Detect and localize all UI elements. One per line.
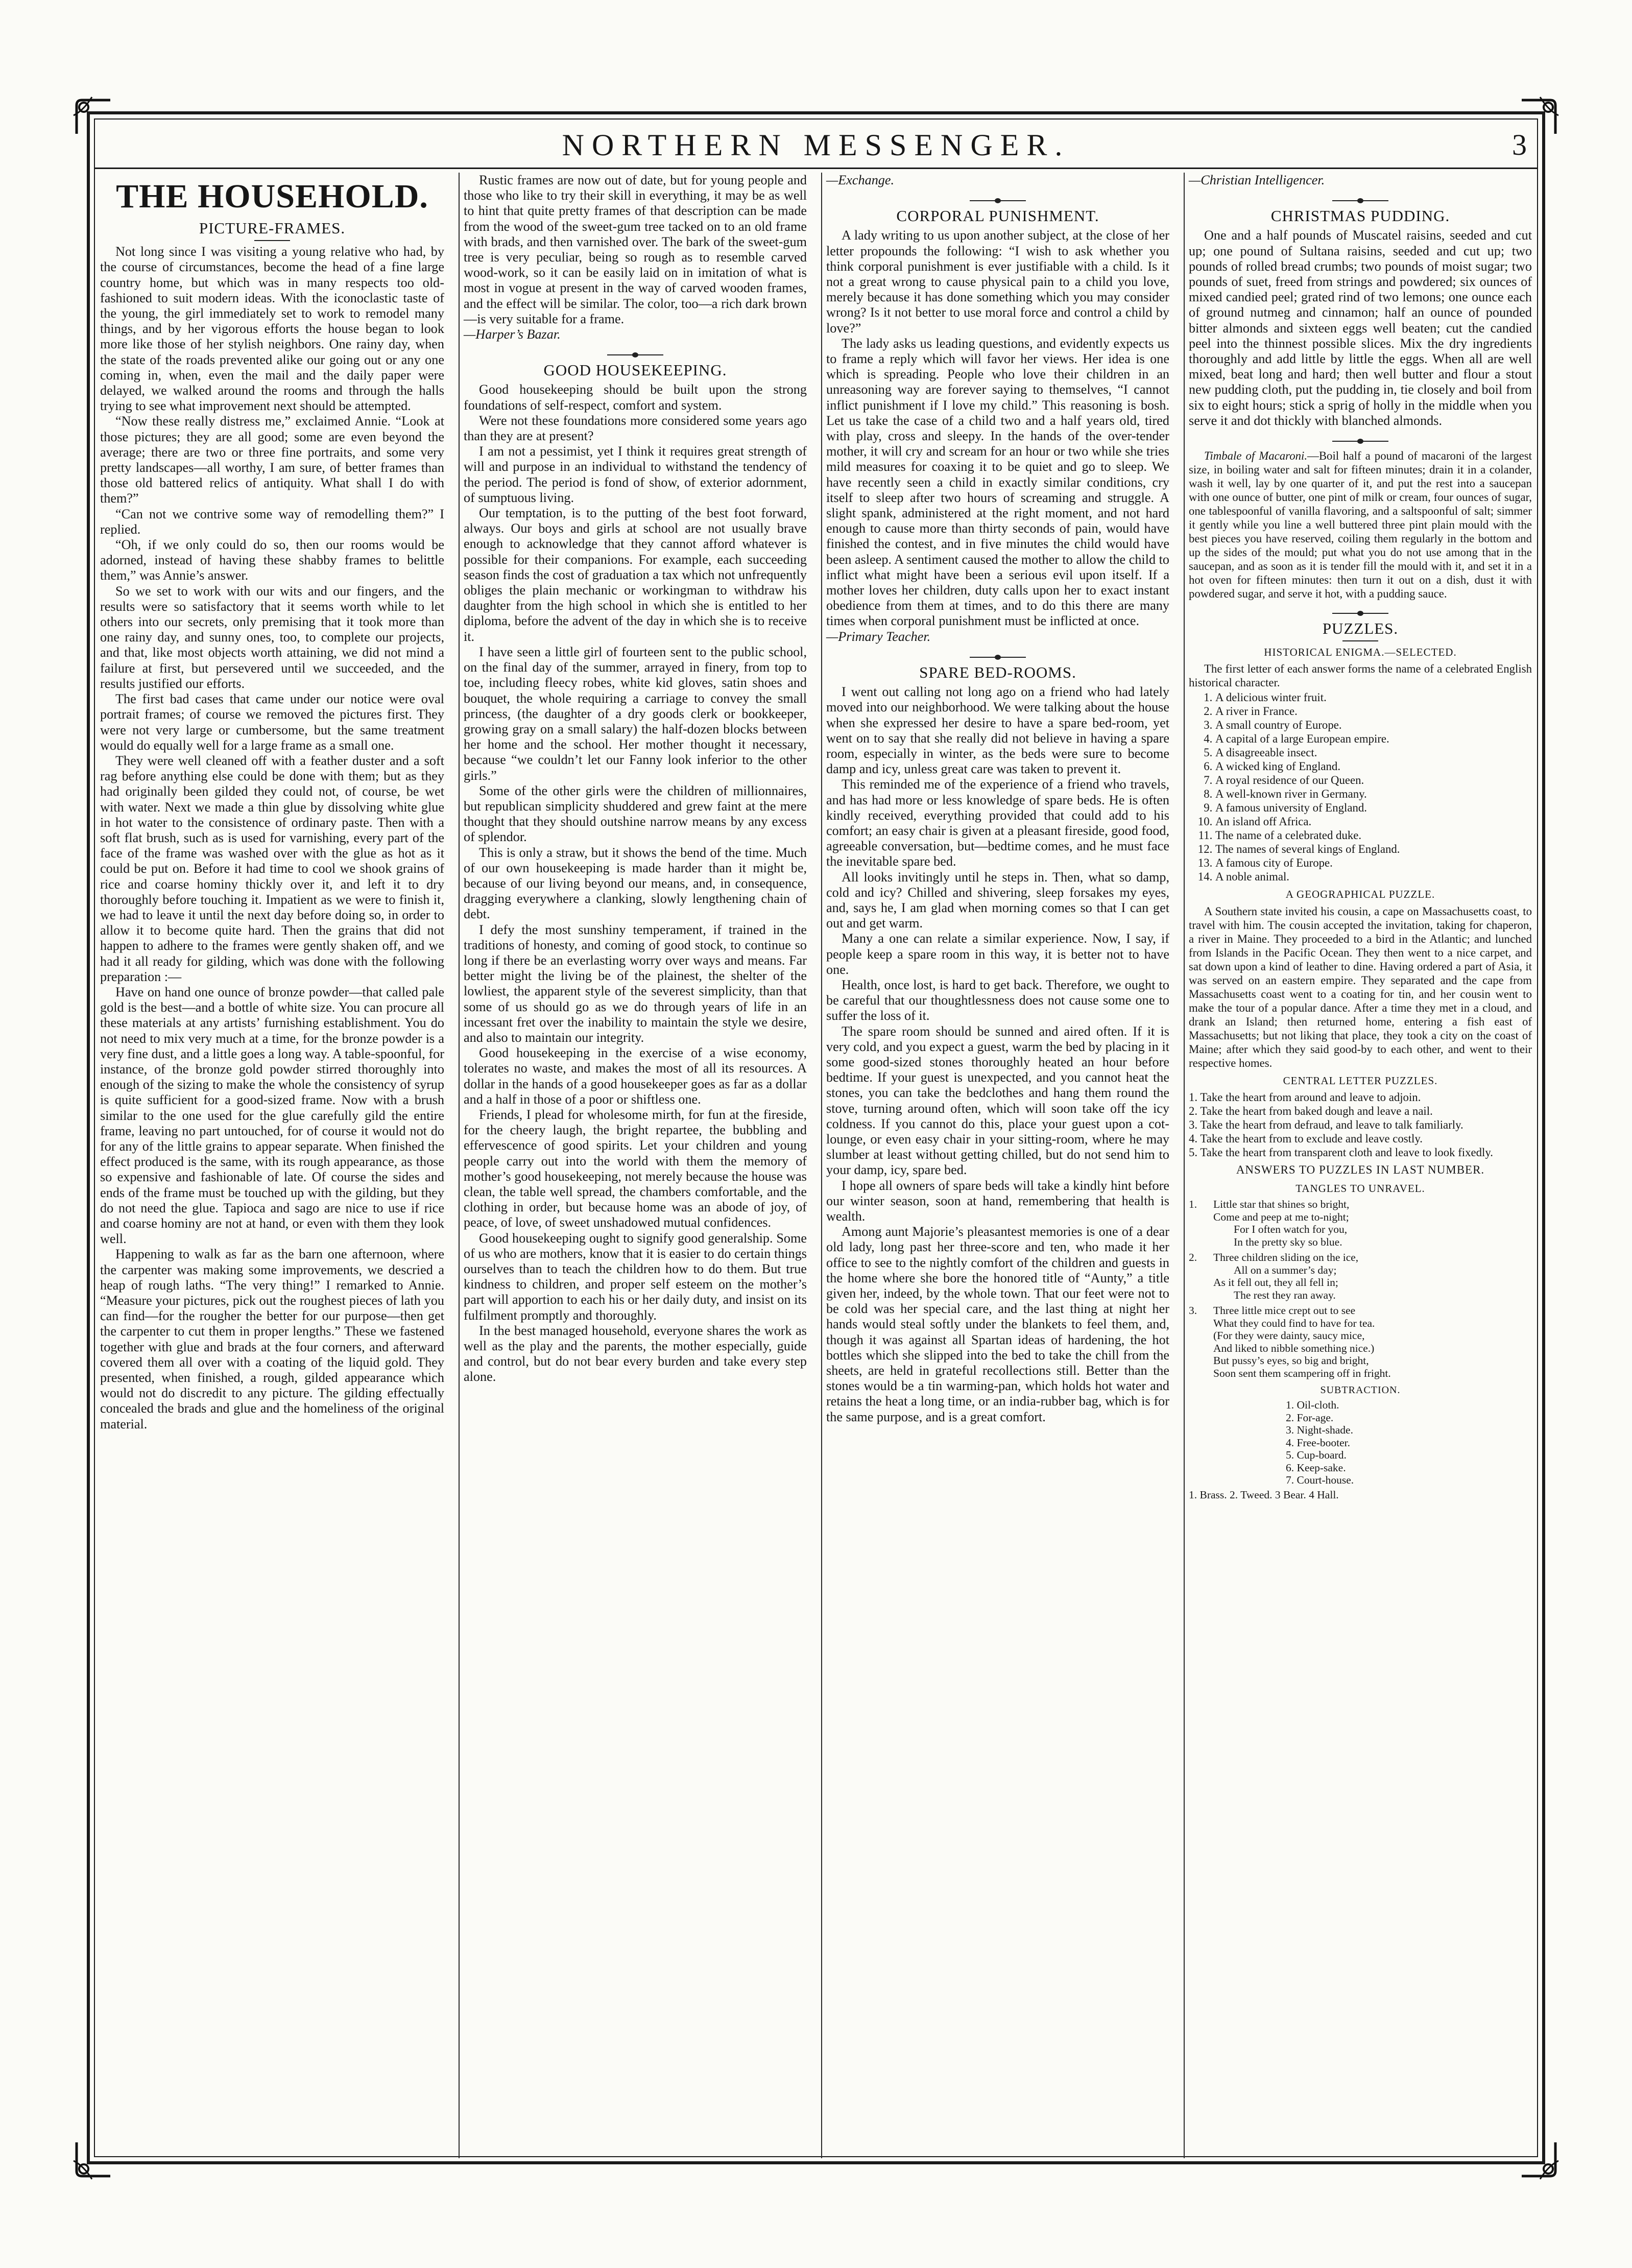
paragraph: This is only a straw, but it shows the bend of the time. Much of our own housekeeping is made harder than it might be, because of our living beyond our means, and, in consequence, dragging everywhere a clanking, slowly lengthening chain of debt.: [464, 845, 807, 922]
list-item: 1. Take the heart from around and leave to adjoin.: [1189, 1090, 1421, 1104]
list-item: 3. Night-shade.: [1286, 1424, 1353, 1437]
list-item: 5. Take the heart from transparent cloth and leave to look fixedly.: [1189, 1145, 1493, 1159]
paragraph: Have on hand one ounce of bronze powder—that called pale gold is the best—and a bottle of white size. You can procure all these materials at any artists’ furnishing establishment. You do not need to mix very much at a time, for the bronze powder is a very fine dust, and a little goes a long way. A table-spoonful, for instance, of the bronze gold powder stirred thoroughly into enough of the sizing to make the whole the consistency of syrup is quite sufficient for a good-sized frame. Now with a brush similar to the one used for the glue carefully gild the entire frame, leaving no part untouched, for of course it would not do for any of the little grains to appear separate. When finished the effect produced is the same, with its rough appearance, as those so expensive and fashionable of late. Of course the sides and ends of the frame must be touched up with the gilding, but they do not need the glue. Tapioca and sago are nice to use if rice and coarse hominy are not at hand, or even with them they look well.: [100, 984, 444, 1247]
poem-line: For I often watch for you,: [1234, 1223, 1348, 1236]
divider: [254, 240, 290, 241]
list-item: 2. For-age.: [1286, 1411, 1334, 1424]
answer-poem: [1189, 1198, 1532, 1248]
puzzle-intro: The first letter of each answer forms the name of a celebrated English historical character.: [1189, 662, 1532, 689]
list-item: 6. A wicked king of England.: [1215, 759, 1532, 773]
paragraph: The spare room should be sunned and aired often. If it is very cold, and you expect a guest, warm the bed by placing in it some good-sized stones thoroughly heated an hour before bedtime. If your guest is unexpected, and you cannot heat the stones, you can take the bedclothes and hang them round the stove, turning around often, which will soon take off the icy coldness. If you cannot do this, place your guest upon a cot-lounge, or even easy chair in your sitting-room, where he may slumber at least without getting chilled, but do not send him to your damp, icy, spare bed.: [826, 1023, 1169, 1178]
paragraph: “Now these really distress me,” exclaimed Annie. “Look at those pictures; they are all good; some are even beyond the average; there are two or three fine portraits, and some very pretty landscapes—all worthy, I am sure, of better frames than those old battered relics of antiquity. What shall I do with them?”: [100, 414, 444, 506]
article-source: —Christian Intelligencer.: [1189, 173, 1325, 187]
masthead: [95, 125, 1537, 169]
column-2: [459, 173, 811, 2158]
list-item: 4. A capital of a large European empire.: [1215, 732, 1532, 746]
paragraph: Among aunt Majorie’s pleasantest memories is one of a dear old lady, long past her three-score and ten, who made it her office to see to the nightly comfort of the children and guests in the home where she bore the honored title of “Aunty,” a title given her, indeed, by the whole town. That our feet were not to be cold was her special care, and the last thing at night her hands would steal softly under the blankets to feel them, and, though it was against all Spartan ideas of hardening, the hot bottles which she slipped into the bed to take the chill from the sheets, are held in grateful recollections still. Better than the stones would be a tin warming-pan, which holds hot water and retains the heat a long time, or an india-rubber bag, which is for the same purpose, and is a great comfort.: [826, 1224, 1169, 1424]
answer-number: 3.: [1189, 1304, 1197, 1317]
paragraph: I hope all owners of spare beds will take a kindly hint before our winter season, soon at hand, remembering that health is wealth.: [826, 1178, 1169, 1224]
list-item: 1. Oil-cloth.: [1286, 1399, 1339, 1412]
list-item: 9. A famous university of England.: [1215, 801, 1532, 815]
paragraph: Many a one can relate a similar experience. Now, I say, if people keep a spare room in this way, it is better not to have one.: [826, 931, 1169, 977]
poem-line: And liked to nibble something nice.): [1213, 1342, 1375, 1354]
recipe-text: One and a half pounds of Muscatel raisins, seeded and cut up; one pound of Sultana raisins, seeded and cut up; two pounds of rolled bread crumbs; two pounds of moist sugar; two pounds of suet, freed from strings and powdered; six ounces of mixed candied peel; grated rind of two lemons; one ounce each of ground nutmeg and cinnamon; half an ounce of pounded bitter almonds and sixteen eggs well beaten; cut the candied peel into the thinnest possible slices. Mix the dry ingredients thoroughly and add little by little the eggs. When all are well mixed, beat long and hard; then well butter and flour a stout new pudding cloth, put the pudding in, tie closely and boil from six to eight hours; stick a sprig of holly in the middle when you serve it and dot thickly with blanched almonds.: [1189, 228, 1532, 428]
list-item: 1. A delicious winter fruit.: [1215, 690, 1532, 704]
list-item: 4. Take the heart from to exclude and leave costly.: [1189, 1132, 1423, 1145]
newspaper-title: NORTHERN MESSENGER.: [562, 128, 1070, 162]
list-item: 7. A royal residence of our Queen.: [1215, 773, 1532, 787]
article-heading: CORPORAL PUNISHMENT.: [896, 207, 1099, 225]
puzzle-text: A Southern state invited his cousin, a cape on Massachusetts coast, to travel with him. The cousin accepted the invitation, taking for chaperon, a river in Maine. They proceeded to a bird in the Atlantic; and lunched from Islands in the Pacific Ocean. They then went to a nice carpet, and sat down upon a kind of leather to dine. Having ordered a part of Asia, it was served on an eastern empire. They separated and the cape from Massachusetts coast went to a coating for tin, and her cousin went to make the tour of a popular dance. After a time they met in a cloud, and drank an Island; then returned home, entering a fish east of Massachusetts; but not liking that place, they took a city on the coast of Maine; after which they said good-by to each other, and went to their respective homes.: [1189, 904, 1532, 1069]
list-item: 8. A well-known river in Germany.: [1215, 787, 1532, 801]
paragraph: I defy the most sunshiny temperament, if trained in the traditions of honesty, and coming of good stock, to continue so long if there be an everlasting worry over ways and means. Far better might the living be of the plainest, the shelter of the lowliest, the apparent style of the severest simplicity, than that some of us should go as we do through years of life in an incessant fret over the inability to maintain the style we desire, and also to maintain our integrity.: [464, 922, 807, 1045]
answer-poem: [1189, 1304, 1532, 1379]
list-item: 4. Free-booter.: [1286, 1436, 1350, 1449]
paragraph: Good housekeeping in the exercise of a wise economy, tolerates no waste, and makes the most of all its resources. A dollar in the hands of a good housekeeper goes as far as a dollar and a half in those of a poor or shiftless one.: [464, 1045, 807, 1107]
subtraction-list: [1286, 1399, 1532, 1487]
list-item: 2. Take the heart from baked dough and leave a nail.: [1189, 1104, 1433, 1117]
column-1: [96, 173, 448, 2158]
article-heading: SPARE BED-ROOMS.: [919, 663, 1076, 681]
paragraph: Were not these foundations more considered some years ago than they are at present?: [464, 413, 807, 444]
poem-line: All on a summer’s day;: [1234, 1263, 1337, 1276]
answers-heading: ANSWERS TO PUZZLES IN LAST NUMBER.: [1236, 1163, 1485, 1176]
list-item: 12. The names of several kings of England.: [1215, 842, 1532, 856]
poem-line: (For they were dainty, saucy mice,: [1213, 1329, 1365, 1342]
section-divider: [1332, 611, 1388, 616]
paragraph: This reminded me of the experience of a friend who travels, and has had more or less knowledge of spare beds. He is often kindly received, everything provided that could add to his comfort; an easy chair is given at a pleasant fireside, good food, agreeable conversation, but—bedtime comes, and he must face the inevitable spare bed.: [826, 777, 1169, 869]
list-item: 14. A noble animal.: [1215, 870, 1532, 884]
paragraph: Good housekeeping ought to signify good generalship. Some of us who are mothers, know that it is easier to do certain things ourselves than to teach the children how to do them. But true kindness to children, and proper self esteem on the mother’s part will apportion to each his or her daily duty, and insist on its fulfilment promptly and thoroughly.: [464, 1230, 807, 1323]
article-columns: [96, 173, 1536, 2158]
article-source: —Harper’s Bazar.: [464, 327, 561, 342]
answer-line: 1. Brass. 2. Tweed. 3 Bear. 4 Hall.: [1189, 1488, 1339, 1501]
paragraph: I have seen a little girl of fourteen sent to the public school, on the final day of the summer, arrayed in finery, from top to toe, including fleecy robes, white kid gloves, satin shoes and bouquet, the whole requiring a carriage to convey the small princess, (the daughter of a dry goods clerk or bookkeeper, growing gray on a small salary) the half-dozen blocks between her home and the school. Her mother thought it necessary, because “we couldn’t let our Fanny look inferior to the other girls.”: [464, 644, 807, 783]
paragraph: Not long since I was visiting a young relative who had, by the course of circumstances, become the head of a fine large country home, but which was in many respects too old-fashioned to suit modern ideas. With the iconoclastic taste of the young, the girl immediately set to work to remodel many things, and by her vigorous efforts the house began to look more like those of her stylish neighbors. One rainy day, when the state of the roads prevented alike our going out or any one coming in, when, even the mail and the daily paper were delayed, we walked around the rooms and through the halls trying to see what improvement next should be attempted.: [100, 244, 444, 414]
list-item: 2. A river in France.: [1215, 704, 1532, 718]
divider: [1342, 640, 1378, 641]
paragraph: Health, once lost, is hard to get back. Therefore, we ought to be careful that our thoughtlessness does not cause some one to suffer the loss of it.: [826, 977, 1169, 1023]
puzzle-heading: HISTORICAL ENIGMA.—SELECTED.: [1264, 646, 1457, 659]
recipe-title: Timbale of Macaroni.: [1204, 449, 1308, 463]
paragraph: “Can not we contrive some way of remodelling them?” I replied.: [100, 506, 444, 537]
recipe-text: [1189, 449, 1532, 601]
poem-line: The rest they ran away.: [1234, 1288, 1336, 1301]
answer-number: 2.: [1189, 1251, 1197, 1264]
paragraph: I went out calling not long ago on a friend who had lately moved into our neighborhood. We were talking about the house when she expressed her desire to have a spare bed-room, yet went on to say that she really did not believe in having a spare room, especially in winter, as the beds were sure to become damp and icy, unless great care was taken to prevent it.: [826, 684, 1169, 777]
list-item: 10. An island off Africa.: [1215, 815, 1532, 828]
section-divider: [1332, 439, 1388, 444]
paragraph: Some of the other girls were the children of millionnaires, but republican simplicity shuddered and grew faint at the mere thought that they should outshine narrow means by any excess of splendor.: [464, 783, 807, 845]
paragraph: The first bad cases that came under our notice were oval portrait frames; of course we removed the pictures first. They were not very large or cumbersome, but the same treatment would do equally well for a large frame as a small one.: [100, 691, 444, 753]
list-item: 7. Court-house.: [1286, 1474, 1354, 1487]
poem-line: What they could find to have for tea.: [1213, 1317, 1375, 1329]
article-source: —Exchange.: [826, 173, 895, 187]
puzzle-heading: A GEOGRAPHICAL PUZZLE.: [1285, 888, 1435, 901]
paragraph: “Oh, if we only could do so, then our rooms would be adorned, instead of having these shabby frames to belittle them,” was Annie’s answer.: [100, 537, 444, 583]
paragraph: The lady asks us leading questions, and evidently expects us to frame a reply which will favor her views. Her idea is one which is spreading. People who love their children in an unreasoning way are forever saying to themselves, “I cannot inflict punishment if I love my child.” This reasoning is bosh. Let us take the case of a child two and a half years old, tired with play, cross and sleepy. In the hands of the over-tender mother, it will cry and scream for an hour or two while she tries mild measures for coaxing it to be quiet and go to sleep. We have recently seen a child in exactly similar conditions, cry itself to sleep after two hours of screaming and struggle. A slight spank, administered at the right moment, and not hard enough to cause more than thirty seconds of pain, would have finished the contest, and in five minutes the child would have been asleep. A sentiment caused the mother to allow the child to inflict what might have been a serious evil upon itself. If a mother loves her children, duty calls upon her to exact instant obedience from them at times, and to do this there are many times when corporal punishment must be inflicted at once.: [826, 336, 1169, 629]
list-item: 11. The name of a celebrated duke.: [1215, 828, 1532, 842]
paragraph: Our temptation, is to the putting of the best foot forward, always. Our boys and girls at school are not usually brave enough to acknowledge that they cannot afford whatever is possible for their companions. For example, each succeeding season finds the cost of graduation a tax which not unfrequently obliges the plain mechanic or workingman to withdraw his daughter from the high school in which she is entitled to her diploma, before the advent of the day in which she is to receive it.: [464, 506, 807, 644]
section-divider: [607, 352, 663, 357]
poem-line: As it fell out, they all fell in;: [1213, 1276, 1338, 1289]
answer-number: 1.: [1189, 1198, 1197, 1211]
puzzle-heading: CENTRAL LETTER PUZZLES.: [1283, 1074, 1438, 1087]
tangles-heading: TANGLES TO UNRAVEL.: [1295, 1182, 1425, 1195]
paragraph: A lady writing to us upon another subject, at the close of her letter propounds the following: “I wish to ask whether you think corporal punishment is ever justifiable with a child. Is it not a great wrong to cause physical pain to a child you love, merely because it has done something which you may consider wrong? Is it not better to use moral force and control a child by love?”: [826, 228, 1169, 336]
poem-line: In the pretty sky so blue.: [1234, 1235, 1342, 1248]
list-item: 6. Keep-sake.: [1286, 1461, 1346, 1474]
paragraph: So we set to work with our wits and our fingers, and the results were so satisfactory that it seems worth while to let others into our secrets, only premising that it took more than one rainy day, and sunny ones, too, to complete our projects, and that, like most objects worth attaining, we did not mind a failure at first, but persevered until we succeeded, and the results justified our efforts.: [100, 583, 444, 691]
paragraph: In the best managed household, everyone shares the work as well as the play and the parents, the mother especially, guide and control, but do not bear every burden and take every step alone.: [464, 1323, 807, 1384]
paragraph: Friends, I plead for wholesome mirth, for fun at the fireside, for the cheery laugh, the bright repartee, the bubbling and effervescence of good spirits. Let your children and young people carry out into the world with them the memory of mother’s good housekeeping, not merely because the house was clean, the table well spread, the chambers comfortable, and the clothing in order, but because home was an abode of joy, of peace, of love, of sweet unshadowed mutual confidences.: [464, 1107, 807, 1230]
column-4: [1184, 173, 1536, 2158]
list-item: 13. A famous city of Europe.: [1215, 856, 1532, 870]
list-item: 3. Take the heart from defraud, and leave to talk familiarly.: [1189, 1118, 1463, 1131]
column-3: [821, 173, 1173, 2158]
poem-line: Come and peep at me to-night;: [1213, 1210, 1349, 1223]
paragraph: Rustic frames are now out of date, but for young people and those who like to try their skill in everything, it may be as well to hint that quite pretty frames of that description can be made from the wood of the sweet-gum tree tacked on to an old frame with brads, and then varnished over. The bark of the sweet-gum tree is very peculiar, being so rough as to resemble carved wood-work, so it can be easily laid on in imitation of what is most in vogue at present in the way of carved wooden frames, and the effect will be similar. The color, too—a rich dark brown—is very suitable for a frame.: [464, 173, 807, 326]
paragraph: They were well cleaned off with a feather duster and a soft rag before anything else could be done with them; but as they had originally been gilded they could not, of course, be wet with water. Next we made a thin glue by dissolving white glue in hot water to the consistence of ordinary paste. Then with a soft flat brush, such as is used for varnishing, every part of the face of the frame was washed over with the glue as hot as it could be put on. Before it had time to cool we shook grains of rice and coarse hominy thickly over it, and left it to dry thoroughly before touching it. Impatient as we were to finish it, we had to leave it until the next day before doing so, in order to allow it to become quite hard. Then the grains that did not happen to adhere to the frames were gently shaken off, and we had it all ready for gilding, which was done with the following preparation :—: [100, 753, 444, 984]
article-heading: PUZZLES.: [1322, 619, 1399, 638]
page-number: 3: [1512, 128, 1527, 161]
paragraph: Good housekeeping should be built upon the strong foundations of self-respect, comfort and system.: [464, 382, 807, 413]
list-item: 5. A disagreeable insect.: [1215, 746, 1532, 759]
recipe-body: —Boil half a pound of macaroni of the largest size, in boiling water and salt for fifteen minutes; drain it in a colander, wash it well, lay by one quarter of it, and put the rest into a saucepan with one ounce of butter, one pint of milk or cream, four ounces of sugar, one tablespoonful of vanilla flavoring, and a saltspoonful of salt; simmer it gently while you line a well buttered three pint plain mould with the best pieces you have reserved, coiling them regularly in the bottom and up the sides of the mould; put what you do not use among that in the saucepan, and as soon as it is tender fill the mould with it, and set it in a hot oven for fifteen minutes: then turn it out on a dish, dust it with powdered sugar, and serve it hot, with a pudding sauce.: [1189, 449, 1532, 601]
paragraph: I am not a pessimist, yet I think it requires great strength of will and purpose in an individual to withstand the tendency of the period. The period is fond of show, of exterior adornment, of sumptuous living.: [464, 444, 807, 505]
paragraph: Happening to walk as far as the barn one afternoon, where the carpenter was making some improvements, we descried a heap of rough laths. “The very thing!” I remarked to Annie. “Measure your pictures, pick out the roughest pieces of lath you can find—for the rougher the better for our purpose—then get the carpenter to cut them in proper lengths.” These we fastened together with glue and brads at the four corners, and afterward covered them all over with a coating of the liquid gold. They presented, when finished, a rough, gilded appearance which would not do discredit to any picture. The gilding effectually concealed the brads and glue and the homeliness of the original material.: [100, 1247, 444, 1431]
subtraction-heading: SUBTRACTION.: [1320, 1384, 1401, 1396]
article-heading: PICTURE-FRAMES.: [199, 219, 346, 237]
poem-line: But pussy’s eyes, so big and bright,: [1213, 1354, 1369, 1367]
paragraph: All looks invitingly until he steps in. Then, what so damp, cold and icy? Chilled and shivering, sleep forsakes my eyes, and, says he, I am glad when morning comes so that I can get out and get warm.: [826, 869, 1169, 931]
section-divider: [1332, 198, 1388, 203]
list-item: 5. Cup-board.: [1286, 1449, 1347, 1462]
article-heading: CHRISTMAS PUDDING.: [1270, 207, 1450, 225]
poem-line: Three children sliding on the ice,: [1213, 1251, 1359, 1264]
poem-line: Three little mice crept out to see: [1213, 1304, 1356, 1317]
central-letter-list: [1189, 1090, 1532, 1159]
section-heading: THE HOUSEHOLD.: [116, 178, 428, 215]
section-divider: [970, 655, 1026, 660]
answer-poem: [1189, 1251, 1532, 1301]
article-source: —Primary Teacher.: [826, 629, 931, 644]
poem-line: Little star that shines so bright,: [1213, 1198, 1350, 1211]
poem-line: Soon sent them scampering off in fright.: [1213, 1367, 1391, 1379]
enigma-list: [1189, 690, 1532, 884]
list-item: 3. A small country of Europe.: [1215, 718, 1532, 732]
article-heading: GOOD HOUSEKEEPING.: [543, 361, 727, 379]
section-divider: [970, 198, 1026, 203]
